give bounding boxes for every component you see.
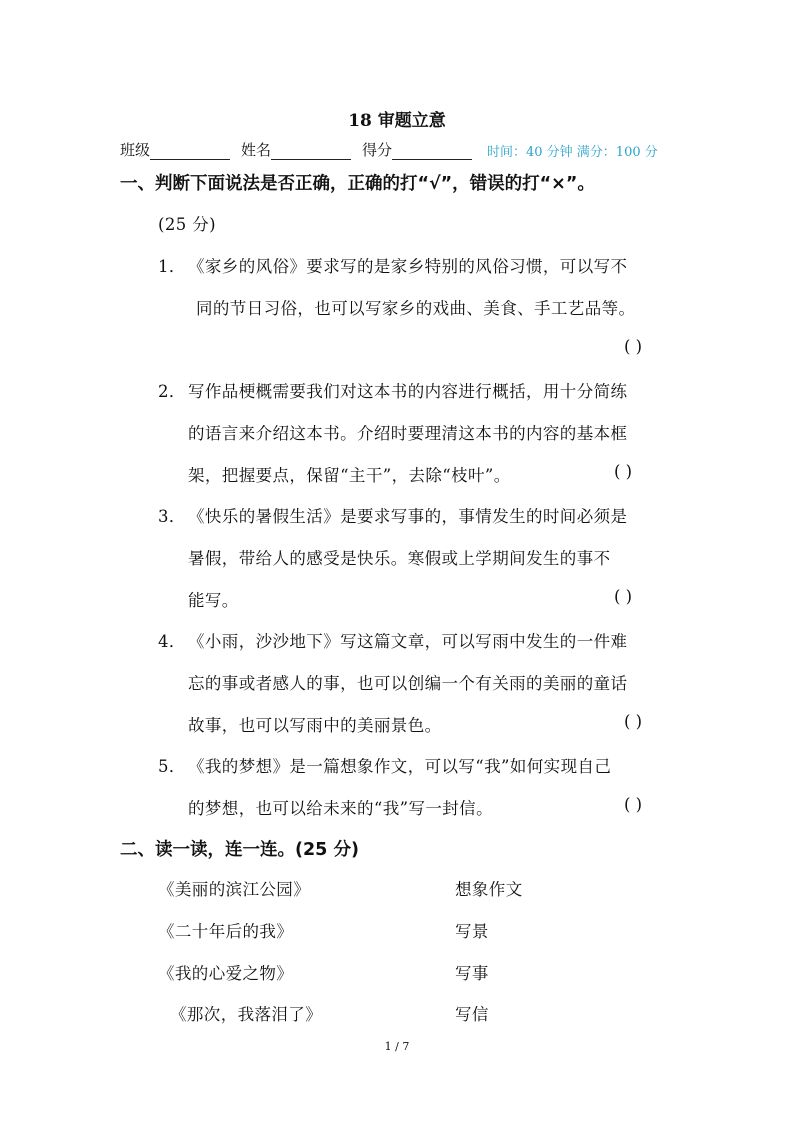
item-5-number: 5． xyxy=(158,757,186,776)
item-4-line-3: 故事，也可以写雨中的美丽景色。 xyxy=(188,716,442,735)
class-label: 班级 xyxy=(120,141,151,159)
item-2-line-3: 架，把握要点，保留“主干”，去除“枝叶”。 xyxy=(188,466,511,485)
match-left-3[interactable]: 《我的心爱之物》 xyxy=(158,964,294,983)
match-right-1[interactable]: 想象作文 xyxy=(455,880,523,899)
item-3-line-3: 能写。 xyxy=(188,591,239,610)
item-5-line-1: 《我的梦想》是一篇想象作文，可以写“我”如何实现自己 xyxy=(188,757,612,776)
item-3-line-2: 暑假，带给人的感受是快乐。寒假或上学期间发生的事不 xyxy=(188,549,611,568)
match-left-2[interactable]: 《二十年后的我》 xyxy=(158,922,294,941)
match-left-1[interactable]: 《美丽的滨江公园》 xyxy=(158,880,311,899)
item-2-number: 2． xyxy=(158,382,186,401)
match-left-4[interactable]: 《那次，我落泪了》 xyxy=(170,1005,323,1024)
section1-heading: 一、判断下面说法是否正确，正确的打“√”，错误的打“×”。 xyxy=(120,174,595,194)
item-4-number: 4． xyxy=(158,632,186,651)
item-2-line-2: 的语言来介绍这本书。介绍时要理清这本书的内容的基本框 xyxy=(188,424,628,443)
item-1-answer-blank[interactable]: ( ) xyxy=(624,337,643,356)
item-4-line-1: 《小雨，沙沙地下》写这篇文章，可以写雨中发生的一件难 xyxy=(188,632,628,651)
name-field xyxy=(241,139,351,160)
item-3-answer-blank[interactable]: ( ) xyxy=(614,587,633,606)
page-number: 1 / 7 xyxy=(384,1040,410,1053)
section1-points: (25 分) xyxy=(158,215,217,234)
item-5-answer-blank[interactable]: ( ) xyxy=(624,795,643,814)
score-field xyxy=(362,139,472,160)
item-1-line-2: 同的节日习俗，也可以写家乡的戏曲、美食、手工艺品等。 xyxy=(196,299,636,318)
score-blank xyxy=(392,144,472,160)
class-blank xyxy=(150,144,230,160)
section2-heading: 二、读一读，连一连。(25 分) xyxy=(120,840,359,860)
item-3-line-1: 《快乐的暑假生活》是要求写事的，事情发生的时间必须是 xyxy=(188,507,628,526)
item-1-line-1: 《家乡的风俗》要求写的是家乡特别的风俗习惯，可以写不 xyxy=(188,257,628,276)
match-right-2[interactable]: 写景 xyxy=(455,922,489,941)
item-2-answer-blank[interactable]: ( ) xyxy=(614,462,633,481)
class-field xyxy=(120,139,230,160)
item-5-line-2: 的梦想，也可以给未来的“我”写一封信。 xyxy=(188,799,493,818)
item-2-line-1: 写作品梗概需要我们对这本书的内容进行概括，用十分简练 xyxy=(188,382,628,401)
item-3-number: 3． xyxy=(158,507,186,526)
score-label: 得分 xyxy=(362,141,393,159)
page-title: 18 审题立意 xyxy=(348,111,446,131)
time-info: 时间：40 分钟 满分：100 分 xyxy=(487,145,658,160)
match-right-3[interactable]: 写事 xyxy=(455,964,489,983)
name-label: 姓名 xyxy=(241,141,272,159)
name-blank xyxy=(271,144,351,160)
item-1-number: 1． xyxy=(158,257,186,276)
item-4-answer-blank[interactable]: ( ) xyxy=(624,712,643,731)
item-4-line-2: 忘的事或者感人的事，也可以创编一个有关雨的美丽的童话 xyxy=(188,674,628,693)
match-right-4[interactable]: 写信 xyxy=(455,1005,489,1024)
